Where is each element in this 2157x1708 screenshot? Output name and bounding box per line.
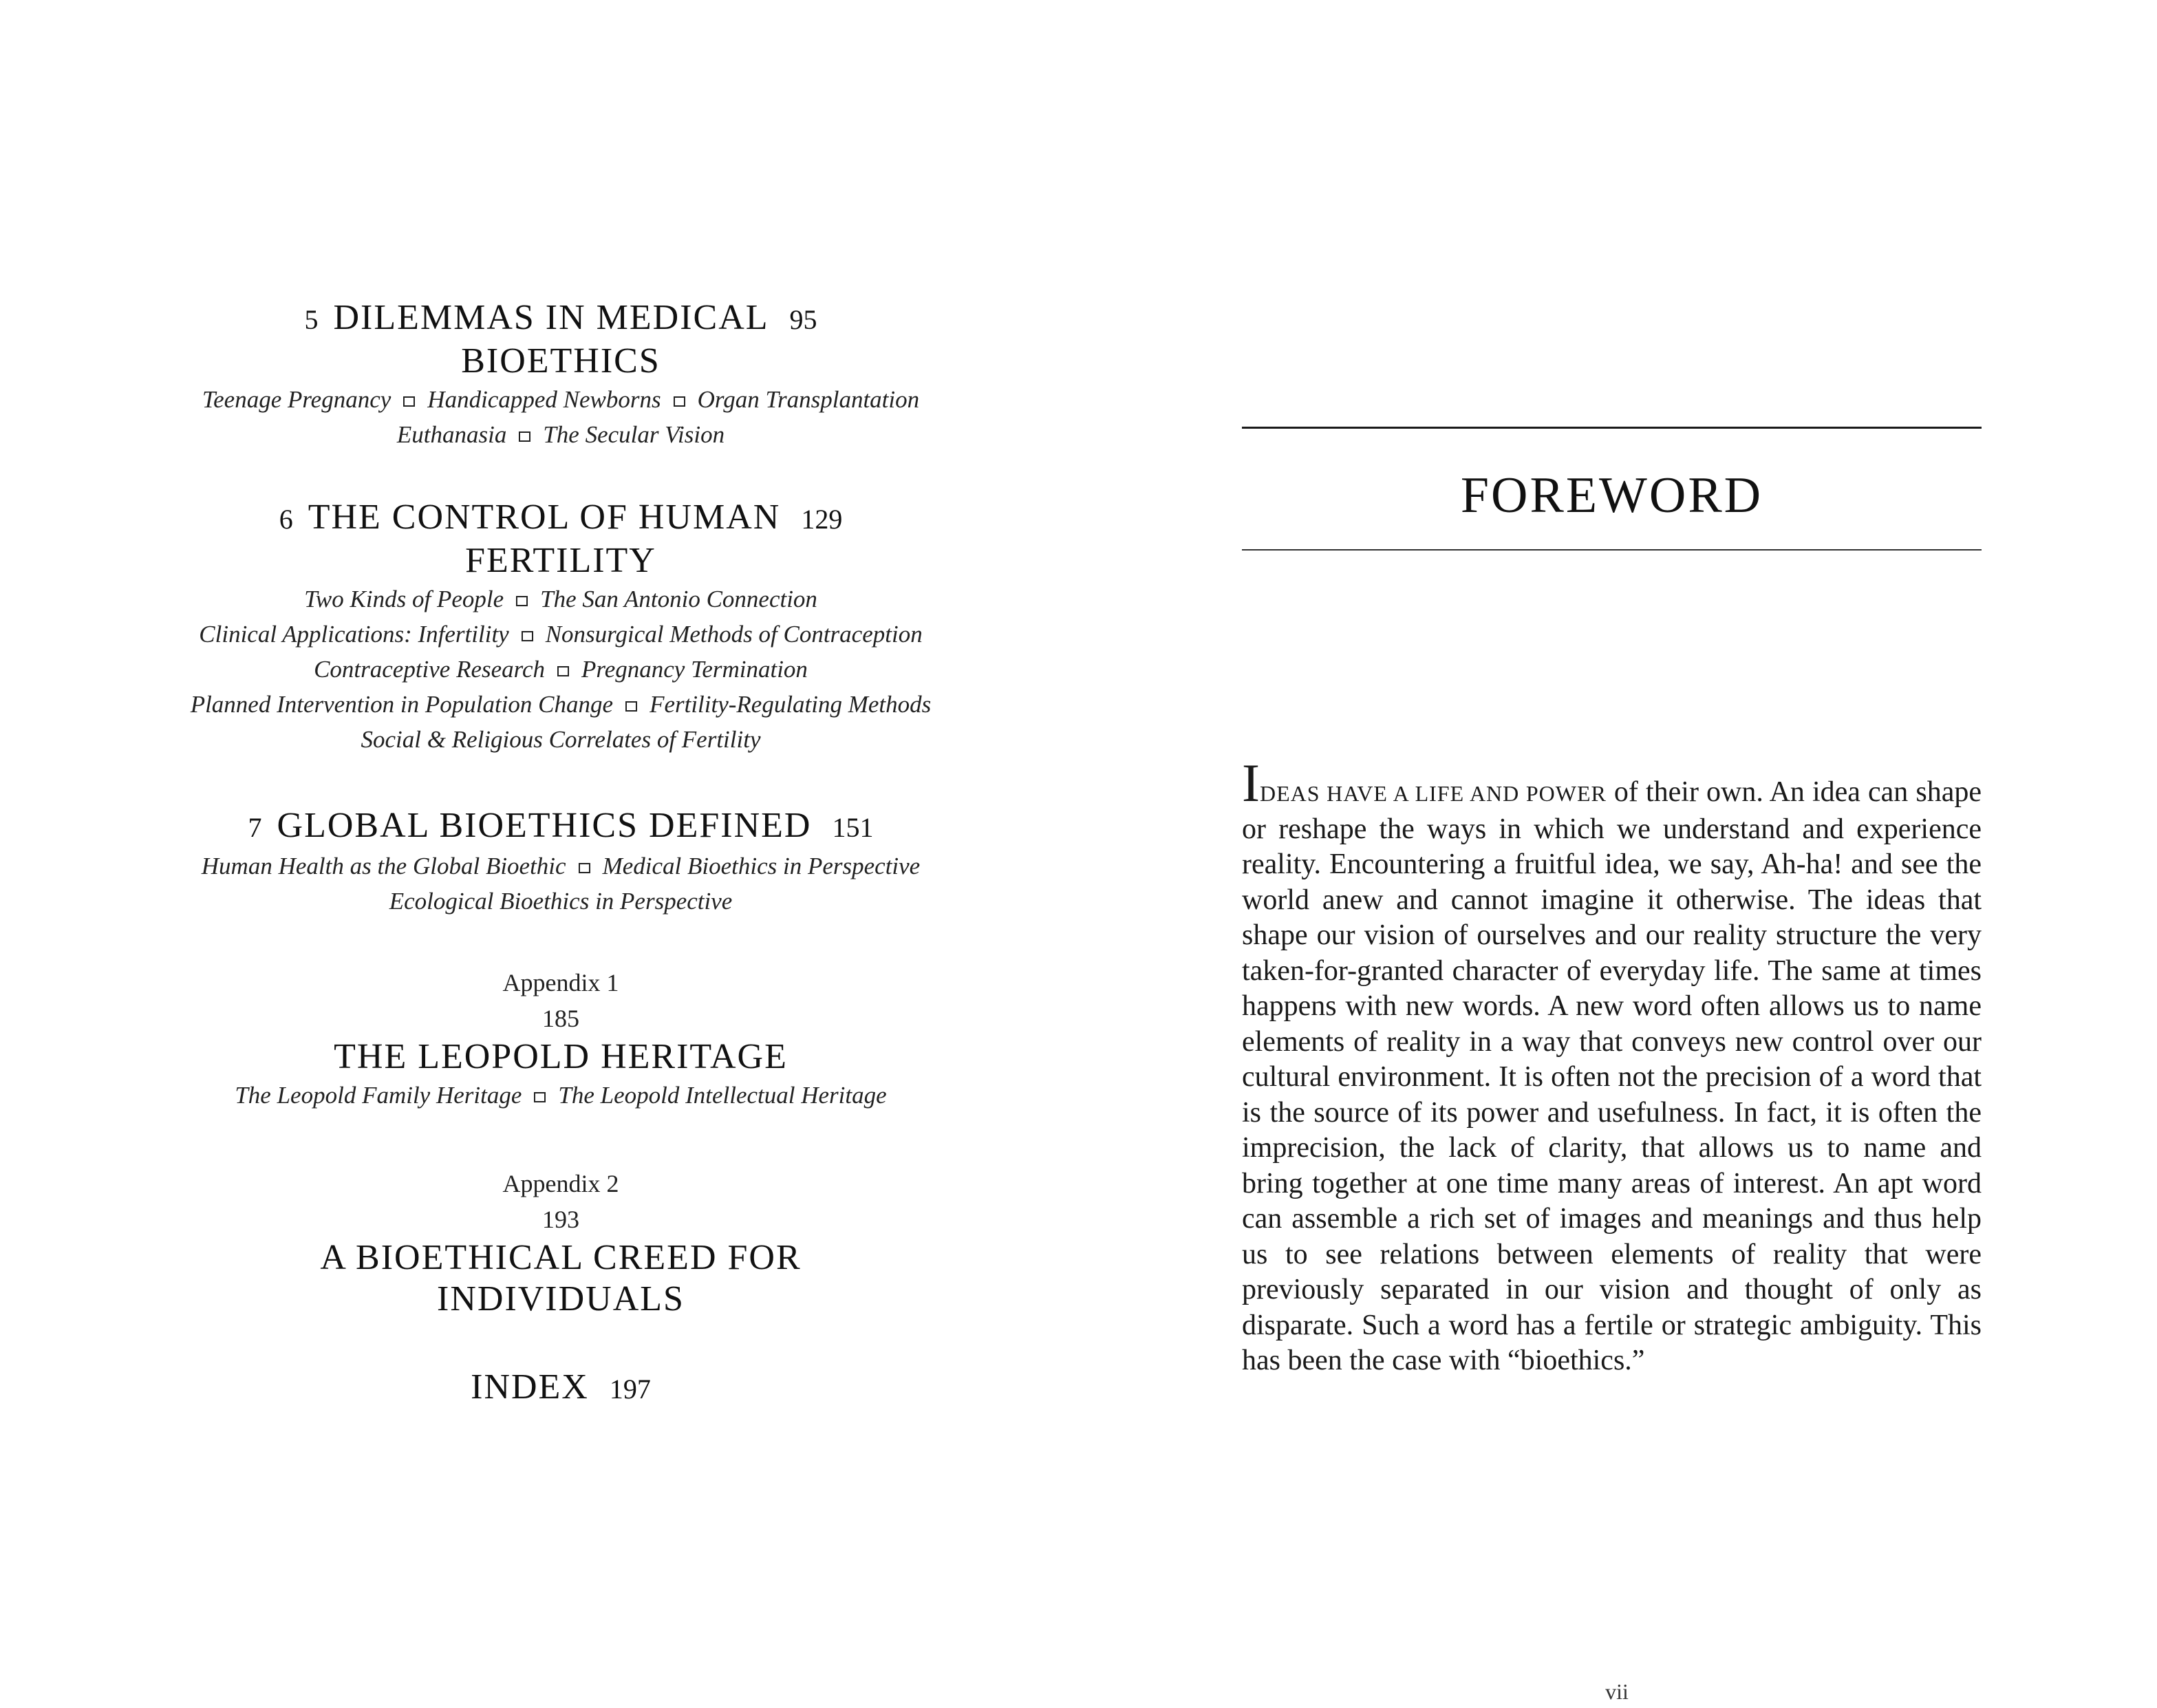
title-rule-bottom [1242, 549, 1982, 551]
topic: Clinical Applications: Infertility [199, 621, 509, 648]
appendix-title-continued: INDIVIDUALS [437, 1279, 685, 1319]
toc-chapter-7 [138, 805, 984, 919]
topic: Nonsurgical Methods of Contraception [545, 621, 923, 648]
chapter-number: 6 [279, 504, 293, 535]
topic: The Leopold Family Heritage [235, 1082, 522, 1109]
bullet-square-icon [534, 1092, 546, 1102]
chapter-heading [138, 497, 984, 540]
foreword-body [1242, 753, 1982, 1379]
bullet-square-icon [519, 431, 530, 442]
toc-appendix-2 [138, 1166, 984, 1320]
topic: Euthanasia [396, 421, 507, 448]
appendix-label: Appendix 2 [502, 1170, 619, 1197]
topic: Fertility-Regulating Methods [650, 691, 932, 718]
topic: Organ Transplantation [697, 386, 920, 413]
chapter-title: THE CONTROL OF HUMAN [308, 498, 781, 537]
topic: The Secular Vision [543, 421, 725, 448]
chapter-heading [138, 297, 984, 341]
bullet-square-icon [625, 701, 637, 712]
topic: The San Antonio Connection [540, 586, 817, 612]
toc-appendix-1 [138, 965, 984, 1113]
topic: Two Kinds of People [304, 586, 504, 612]
topic: Social & Religious Correlates of Fertility [361, 726, 761, 753]
topic: Human Health as the Global Bioethic [201, 853, 566, 879]
bullet-square-icon [674, 396, 685, 407]
topic: Pregnancy Termination [581, 656, 808, 683]
foreword-title: FOREWORD [1460, 467, 1763, 524]
chapter-title: DILEMMAS IN MEDICAL [333, 298, 769, 337]
chapter-number: 7 [248, 812, 262, 843]
topic: Teenage Pregnancy [202, 386, 391, 413]
index-title: INDEX [471, 1367, 589, 1407]
index-page: 197 [609, 1374, 651, 1405]
page-number: vii [1605, 1679, 1629, 1704]
appendix-title: THE LEOPOLD HERITAGE [334, 1037, 788, 1076]
chapter-number: 5 [304, 304, 319, 335]
appendix-page: 193 [542, 1206, 579, 1233]
topic: Medical Bioethics in Perspective [602, 853, 921, 879]
chapter-topics [138, 848, 984, 919]
bullet-square-icon [557, 666, 569, 676]
topic: Contraceptive Research [314, 656, 546, 683]
index-heading [138, 1367, 984, 1410]
opening-smallcaps: DEAS HAVE A LIFE AND POWER [1259, 781, 1607, 806]
chapter-page: 95 [789, 304, 817, 335]
appendix-topics [138, 1078, 984, 1113]
title-rule-top [1242, 427, 1982, 429]
bullet-square-icon [522, 631, 533, 641]
bullet-square-icon [516, 596, 528, 606]
topic: Planned Intervention in Population Change [190, 691, 614, 718]
foreword-paragraph: of their own. An idea can shape or reshape the ways in which we understand and experience reality. Encountering a fruitful idea, we say, Ah-ha! and see the world anew and cannot imagine it otherwise. The ideas that shape our vision of ourselves and our reality structure the very taken-for-granted character of everyday life. The same at times happens with new words. A new word often allows us to name elements of reality in a way that conveys new control over our cultural environment. It is often not the precision of a word that is the source of its power and usefulness. In fact, it is often the imprecision, the lack of clarity, that allows us to name and bring together at one time many areas of interest. An apt word can assemble a rich set of images and meanings and thus help us to see relations between elements of reality that were previously separated in our vision and thought of only as disparate. Such a word has a fertile or strategic ambiguity. This has been the case with “bioethics.” [1242, 776, 1982, 1376]
chapter-page: 129 [801, 504, 843, 535]
chapter-title: GLOBAL BIOETHICS DEFINED [277, 806, 812, 845]
chapter-heading [138, 805, 984, 848]
topic: Handicapped Newborns [427, 386, 661, 413]
topic: Ecological Bioethics in Perspective [389, 888, 733, 915]
drop-cap: I [1242, 753, 1260, 813]
bullet-square-icon [403, 396, 415, 407]
chapter-page: 151 [832, 812, 874, 843]
toc-chapter-5 [138, 297, 984, 452]
bullet-square-icon [579, 863, 590, 873]
appendix-label: Appendix 1 [502, 969, 619, 996]
appendix-page: 185 [542, 1005, 579, 1032]
chapter-title-continued: BIOETHICS [461, 341, 661, 381]
chapter-title-continued: FERTILITY [465, 541, 656, 580]
chapter-topics [138, 581, 984, 757]
toc-chapter-6 [138, 497, 984, 757]
appendix-title: A BIOETHICAL CREED FOR [320, 1238, 802, 1277]
toc-index [138, 1367, 984, 1410]
chapter-topics [138, 382, 984, 452]
topic: The Leopold Intellectual Heritage [558, 1082, 887, 1109]
